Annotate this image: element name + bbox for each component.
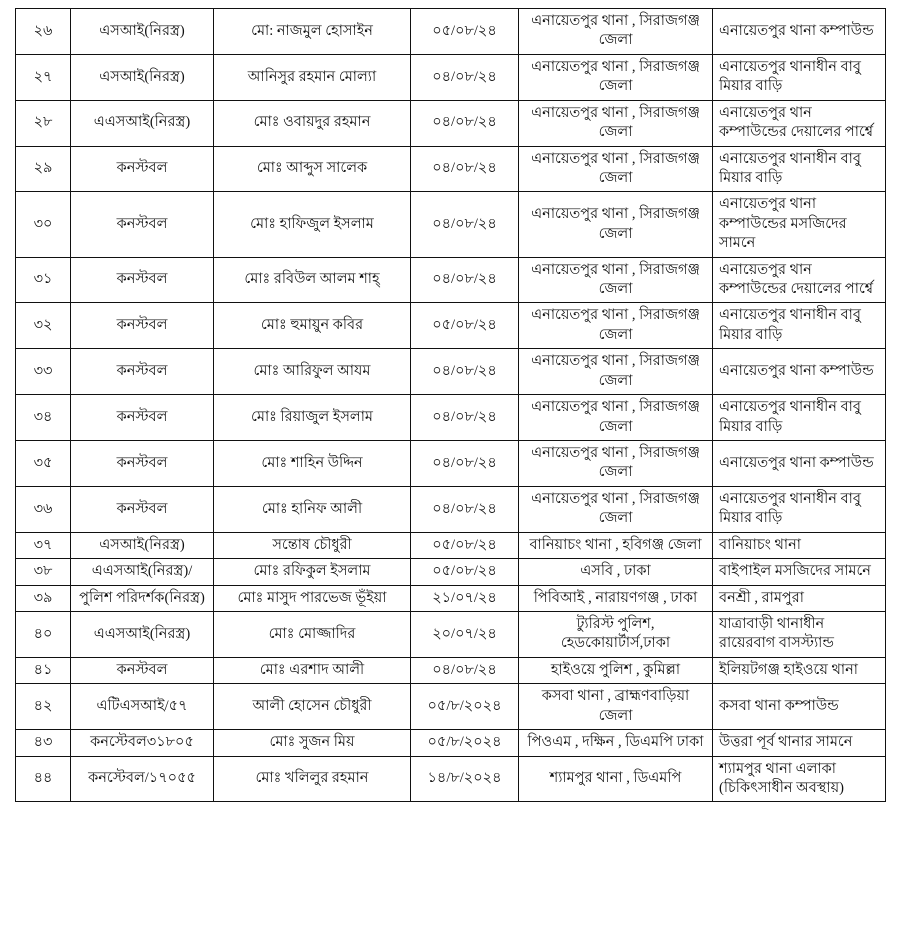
cell-serial-number: ২৯ — [16, 146, 71, 192]
cell-place: এনায়েতপুর থানাধীন বাবু মিয়ার বাড়ি — [713, 486, 886, 532]
cell-name: মোঃ রবিউল আলম শাহ্ — [214, 257, 411, 303]
cell-date: ০৫/০৮/২৪ — [411, 532, 519, 558]
table-row — [16, 730, 886, 756]
cell-rank: এএসআই(নিরস্ত্র) — [71, 611, 214, 657]
cell-place: এনায়েতপুর থানাধীন বাবু মিয়ার বাড়ি — [713, 395, 886, 441]
cell-serial-number: ২৭ — [16, 54, 71, 100]
cell-name: মোঃ হাফিজুল ইসলাম — [214, 192, 411, 257]
cell-unit: বানিয়াচং থানা , হবিগঞ্জ জেলা — [519, 532, 713, 558]
cell-rank: পুলিশ পরিদর্শক(নিরস্ত্র) — [71, 585, 214, 611]
cell-rank: কনস্টেবল/১৭০৫৫ — [71, 756, 214, 802]
table-row — [16, 9, 886, 55]
cell-date: ০৪/০৮/২৪ — [411, 657, 519, 683]
cell-serial-number: ৩০ — [16, 192, 71, 257]
cell-serial-number: ৩৬ — [16, 486, 71, 532]
cell-date: ০৪/০৮/২৪ — [411, 192, 519, 257]
cell-rank: এএসআই(নিরস্ত্র)/ — [71, 559, 214, 585]
cell-name: মোঃ আরিফুল আযম — [214, 349, 411, 395]
cell-rank: এসআই(নিরস্ত্র) — [71, 54, 214, 100]
table-row — [16, 395, 886, 441]
cell-serial-number: ৩২ — [16, 303, 71, 349]
table-row — [16, 756, 886, 802]
cell-unit: এনায়েতপুর থানা , সিরাজগঞ্জ জেলা — [519, 395, 713, 441]
cell-name: মোঃ ওবায়দুর রহমান — [214, 100, 411, 146]
cell-serial-number: ৩৪ — [16, 395, 71, 441]
table-row — [16, 532, 886, 558]
cell-place: ইলিয়টগঞ্জ হাইওয়ে থানা — [713, 657, 886, 683]
table-row — [16, 585, 886, 611]
cell-rank: কনস্টবল — [71, 486, 214, 532]
cell-name: মোঃ মোজ্জাদির — [214, 611, 411, 657]
cell-serial-number: ৪১ — [16, 657, 71, 683]
cell-unit: এনায়েতপুর থানা , সিরাজগঞ্জ জেলা — [519, 9, 713, 55]
cell-place: কসবা থানা কম্পাউন্ড — [713, 684, 886, 730]
cell-unit: এনায়েতপুর থানা , সিরাজগঞ্জ জেলা — [519, 146, 713, 192]
cell-place: এনায়েতপুর থানাধীন বাবু মিয়ার বাড়ি — [713, 54, 886, 100]
cell-date: ০৪/০৮/২৪ — [411, 395, 519, 441]
table-row — [16, 54, 886, 100]
cell-name: মোঃ রিয়াজুল ইসলাম — [214, 395, 411, 441]
cell-date: ০৪/০৮/২৪ — [411, 54, 519, 100]
cell-place: যাত্রাবাড়ী থানাধীন রায়েরবাগ বাসস্ট্যান্ড — [713, 611, 886, 657]
cell-date: ০৪/০৮/২৪ — [411, 257, 519, 303]
cell-unit: এনায়েতপুর থানা , সিরাজগঞ্জ জেলা — [519, 486, 713, 532]
cell-unit: এনায়েতপুর থানা , সিরাজগঞ্জ জেলা — [519, 349, 713, 395]
cell-date: ০৫/০৮/২৪ — [411, 559, 519, 585]
cell-unit: ট্যুরিস্ট পুলিশ, হেডকোয়ার্টার্স,ঢাকা — [519, 611, 713, 657]
roster-table — [15, 8, 886, 802]
cell-place: এনায়েতপুর থান কম্পাউন্ডের দেয়ালের পার্শ্বে — [713, 100, 886, 146]
cell-rank: কনস্টেবল৩১৮০৫ — [71, 730, 214, 756]
cell-date: ০৫/৮/২০২৪ — [411, 684, 519, 730]
cell-unit: এনায়েতপুর থানা , সিরাজগঞ্জ জেলা — [519, 54, 713, 100]
roster-table-body — [16, 9, 886, 802]
cell-place: বনশ্রী , রামপুরা — [713, 585, 886, 611]
table-row — [16, 257, 886, 303]
cell-serial-number: ৪৩ — [16, 730, 71, 756]
cell-date: ১৪/৮/২০২৪ — [411, 756, 519, 802]
cell-name: মোঃ রফিকুল ইসলাম — [214, 559, 411, 585]
cell-date: ০৪/০৮/২৪ — [411, 441, 519, 487]
cell-unit: পিবিআই , নারায়ণগঞ্জ , ঢাকা — [519, 585, 713, 611]
cell-date: ০৫/০৮/২৪ — [411, 9, 519, 55]
cell-unit: এনায়েতপুর থানা , সিরাজগঞ্জ জেলা — [519, 100, 713, 146]
cell-unit: এনায়েতপুর থানা , সিরাজগঞ্জ জেলা — [519, 257, 713, 303]
cell-unit: এনায়েতপুর থানা , সিরাজগঞ্জ জেলা — [519, 303, 713, 349]
cell-unit: হাইওয়ে পুলিশ , কুমিল্লা — [519, 657, 713, 683]
cell-serial-number: ৩১ — [16, 257, 71, 303]
cell-rank: কনস্টবল — [71, 257, 214, 303]
cell-name: আনিসুর রহমান মোল্যা — [214, 54, 411, 100]
cell-serial-number: ৩৩ — [16, 349, 71, 395]
cell-unit: এনায়েতপুর থানা , সিরাজগঞ্জ জেলা — [519, 192, 713, 257]
cell-name: মোঃ খলিলুর রহমান — [214, 756, 411, 802]
cell-name: মো: নাজমুল হোসাইন — [214, 9, 411, 55]
table-row — [16, 349, 886, 395]
cell-unit: এসবি , ঢাকা — [519, 559, 713, 585]
cell-unit: পিওএম , দক্ষিন , ডিএমপি ঢাকা — [519, 730, 713, 756]
cell-date: ২১/০৭/২৪ — [411, 585, 519, 611]
cell-name: মোঃ হানিফ আলী — [214, 486, 411, 532]
cell-serial-number: ২৮ — [16, 100, 71, 146]
cell-name: মোঃ এরশাদ আলী — [214, 657, 411, 683]
cell-serial-number: ৩৭ — [16, 532, 71, 558]
table-row — [16, 303, 886, 349]
cell-place: বাইপাইল মসজিদের সামনে — [713, 559, 886, 585]
cell-name: সন্তোষ চৌধুরী — [214, 532, 411, 558]
cell-date: ০৪/০৮/২৪ — [411, 100, 519, 146]
cell-serial-number: ২৬ — [16, 9, 71, 55]
cell-rank: কনস্টবল — [71, 657, 214, 683]
cell-rank: কনস্টবল — [71, 146, 214, 192]
cell-rank: এএসআই(নিরস্ত্র) — [71, 100, 214, 146]
cell-name: আলী হোসেন চৌধুরী — [214, 684, 411, 730]
cell-place: এনায়েতপুর থান কম্পাউন্ডের দেয়ালের পার্শ্বে — [713, 257, 886, 303]
cell-place: শ্যামপুর থানা এলাকা (চিকিৎসাধীন অবস্থায়) — [713, 756, 886, 802]
cell-rank: কনস্টবল — [71, 395, 214, 441]
cell-rank: এসআই(নিরস্ত্র) — [71, 532, 214, 558]
cell-name: মোঃ সুজন মিয় — [214, 730, 411, 756]
cell-place: এনায়েতপুর থানাধীন বাবু মিয়ার বাড়ি — [713, 146, 886, 192]
cell-rank: এটিএসআই/৫৭ — [71, 684, 214, 730]
cell-rank: কনস্টবল — [71, 441, 214, 487]
cell-place: এনায়েতপুর থানা কম্পাউন্ড — [713, 349, 886, 395]
cell-rank: এসআই(নিরস্ত্র) — [71, 9, 214, 55]
cell-place: উত্তরা পূর্ব থানার সামনে — [713, 730, 886, 756]
table-row — [16, 441, 886, 487]
roster-table-container — [15, 8, 885, 802]
cell-date: ০৫/৮/২০২৪ — [411, 730, 519, 756]
cell-name: মোঃ মাসুদ পারভেজ ভূঁইয়া — [214, 585, 411, 611]
cell-serial-number: ৩৯ — [16, 585, 71, 611]
cell-date: ০৫/০৮/২৪ — [411, 303, 519, 349]
cell-name: মোঃ শাহিন উদ্দিন — [214, 441, 411, 487]
cell-rank: কনস্টবল — [71, 192, 214, 257]
cell-place: এনায়েতপুর থানাধীন বাবু মিয়ার বাড়ি — [713, 303, 886, 349]
cell-unit: শ্যামপুর থানা , ডিএমপি — [519, 756, 713, 802]
cell-date: ০৪/০৮/২৪ — [411, 146, 519, 192]
table-row — [16, 559, 886, 585]
table-row — [16, 146, 886, 192]
table-row — [16, 684, 886, 730]
cell-serial-number: ৪০ — [16, 611, 71, 657]
cell-serial-number: ৩৮ — [16, 559, 71, 585]
cell-rank: কনস্টবল — [71, 303, 214, 349]
cell-name: মোঃ আব্দুস সালেক — [214, 146, 411, 192]
cell-date: ০৪/০৮/২৪ — [411, 349, 519, 395]
table-row — [16, 192, 886, 257]
cell-place: এনায়েতপুর থানা কম্পাউন্ড — [713, 9, 886, 55]
cell-unit: কসবা থানা , ব্রাহ্মণবাড়িয়া জেলা — [519, 684, 713, 730]
table-row — [16, 486, 886, 532]
cell-date: ২০/০৭/২৪ — [411, 611, 519, 657]
cell-name: মোঃ হুমায়ুন কবির — [214, 303, 411, 349]
cell-serial-number: ৪২ — [16, 684, 71, 730]
cell-serial-number: ৩৫ — [16, 441, 71, 487]
cell-place: এনায়েতপুর থানা কম্পাউন্ড — [713, 441, 886, 487]
cell-place: এনায়েতপুর থানা কম্পাউন্ডের মসজিদের সামনে — [713, 192, 886, 257]
cell-date: ০৪/০৮/২৪ — [411, 486, 519, 532]
cell-rank: কনস্টবল — [71, 349, 214, 395]
cell-serial-number: ৪৪ — [16, 756, 71, 802]
cell-unit: এনায়েতপুর থানা , সিরাজগঞ্জ জেলা — [519, 441, 713, 487]
table-row — [16, 657, 886, 683]
table-row — [16, 611, 886, 657]
table-row — [16, 100, 886, 146]
cell-place: বানিয়াচং থানা — [713, 532, 886, 558]
